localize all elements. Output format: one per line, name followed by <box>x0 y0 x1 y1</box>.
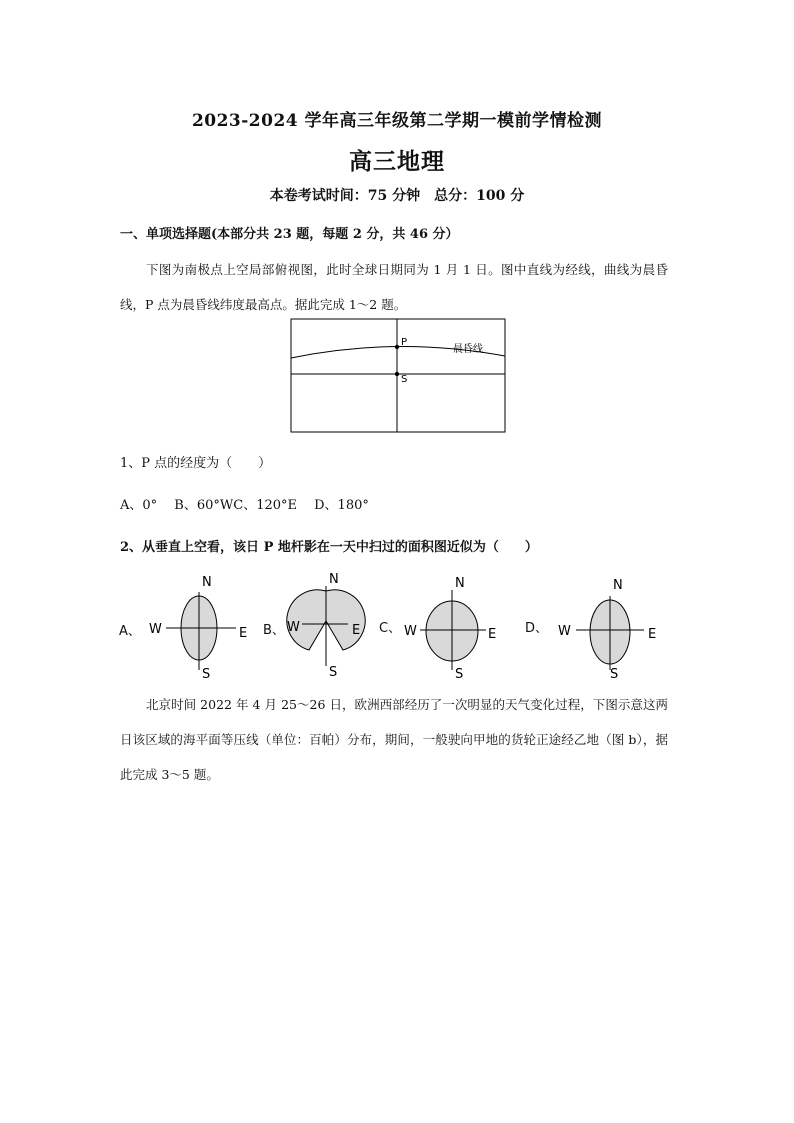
polar-view-figure <box>290 318 506 434</box>
label-e: E <box>352 623 361 638</box>
point-s <box>395 372 399 376</box>
label-n: N <box>613 578 623 593</box>
exam-title: 2023-2024 学年高三年级第二学期一模前学情检测 <box>191 111 603 131</box>
label-w: W <box>149 622 162 637</box>
label-e: E <box>648 627 657 642</box>
subject-title: 高三地理 <box>349 148 445 175</box>
question-2-stem: 2、从垂直上空看，该日 P 地杆影在一天中扫过的面积图近似为（ ） <box>120 540 538 555</box>
section-heading: 一、单项选择题(本部分共 23 题，每题 2 分，共 46 分） <box>120 227 459 242</box>
label-w: W <box>558 624 571 639</box>
option-a-letter: A、 <box>119 624 141 639</box>
label-p: P <box>401 337 408 348</box>
option-c-letter: C、 <box>379 621 402 636</box>
option-d-diagram <box>556 570 668 682</box>
exam-info: 本卷考试时间：75 分钟 总分：100 分 <box>269 188 525 204</box>
label-n: N <box>455 576 465 591</box>
label-s: S <box>401 374 408 385</box>
passage-2: 北京时间 2022 年 4 月 25～26 日，欧洲西部经历了一次明显的天气变化过程，下图示意这两日该区域的海平面等压线（单位：百帕）分布，期间，一般驶向甲地的货轮正途经乙地（图 b），据此完成 3～5 题。 <box>120 697 668 782</box>
label-s: S <box>202 667 211 680</box>
label-s: S <box>329 665 338 678</box>
passage-1: 下图为南极点上空局部俯视图，此时全球日期同为 1 月 1 日。图中直线为经线，曲线为晨昏线，P 点为晨昏线纬度最高点。据此完成 1～2 题。 <box>120 262 668 312</box>
label-w: W <box>404 624 417 639</box>
label-e: E <box>488 627 497 642</box>
label-s: S <box>455 667 464 680</box>
option-d-letter: D、 <box>525 621 549 636</box>
point-p <box>395 345 399 349</box>
question-1-stem: 1、P 点的经度为（ ） <box>120 456 272 471</box>
label-w: W <box>287 620 300 635</box>
label-s: S <box>610 667 619 682</box>
label-terminator: 晨昏线 <box>453 344 483 355</box>
question-1-options: A、0° B、60°WC、120°E D、180° <box>120 498 369 513</box>
option-b-diagram <box>282 566 382 678</box>
option-b-letter: B、 <box>263 623 285 638</box>
label-e: E <box>239 626 248 641</box>
label-n: N <box>202 575 212 590</box>
option-a-diagram <box>146 570 256 680</box>
label-n: N <box>329 572 339 587</box>
option-c-diagram <box>398 570 508 680</box>
